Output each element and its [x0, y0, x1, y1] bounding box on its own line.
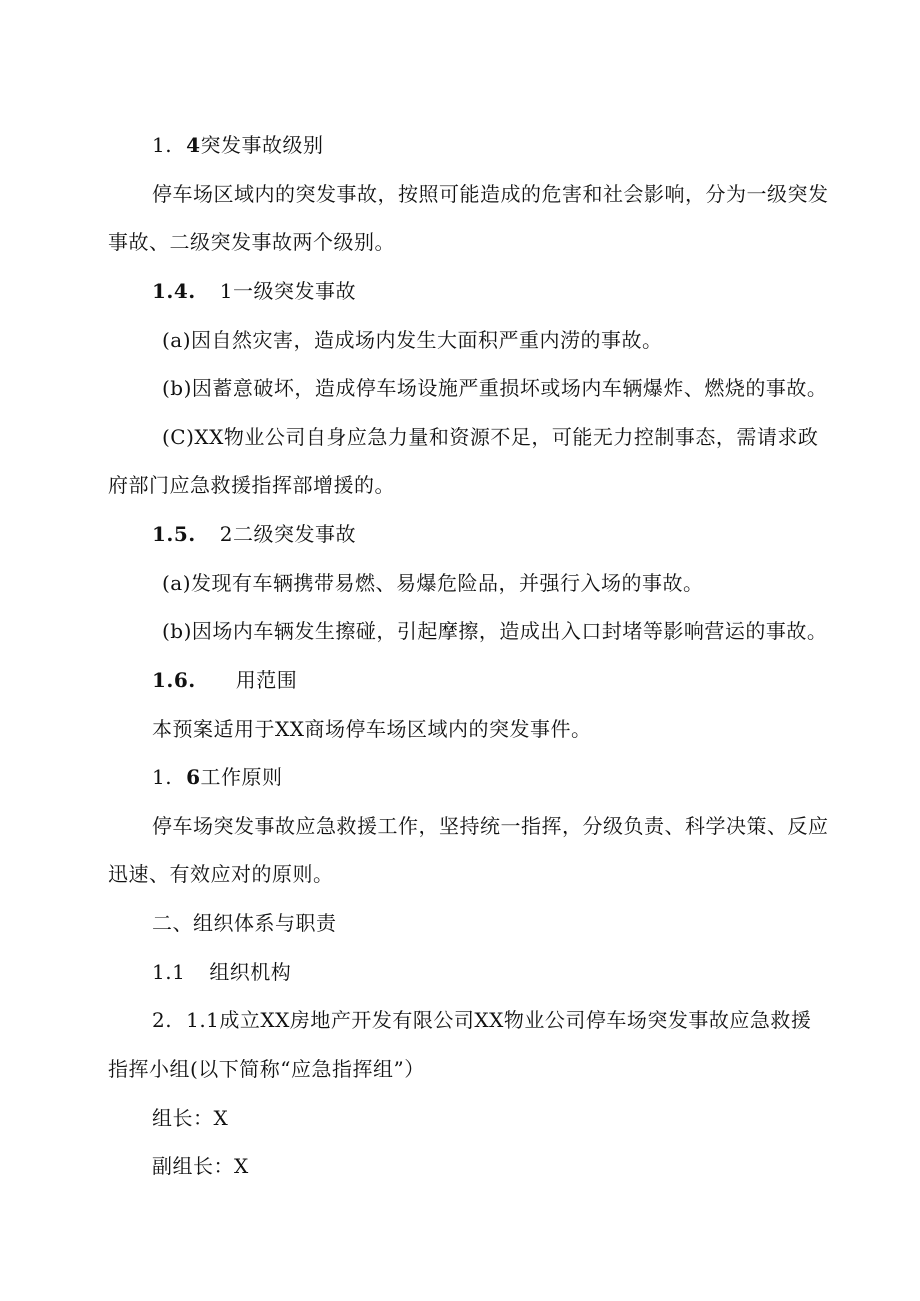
section-title: 用范围	[235, 668, 298, 692]
list-item: (b)因场内车辆发生擦碰，引起摩擦，造成出入口封堵等影响营运的事故。	[162, 619, 828, 643]
section-2-1-1-line	[152, 1007, 811, 1033]
chapter-2-heading: 二、组织体系与职责	[152, 911, 337, 935]
section-number: 2.	[152, 1008, 173, 1032]
section-title: 2二级突发事故	[219, 522, 356, 546]
paragraph-line: 停车场区域内的突发事故，按照可能造成的危害和社会影响，分为一级突发	[152, 182, 829, 206]
paragraph-line: 本预案适用于XX商场停车场区域内的突发事件。	[152, 717, 592, 741]
list-item: (a)发现有车辆携带易燃、易爆危险品，并强行入场的事故。	[162, 571, 704, 595]
paragraph-line: 停车场突发事故应急救援工作，坚持统一指挥，分级负责、科学决策、反应	[152, 814, 829, 838]
section-number: 1.6.	[152, 668, 196, 692]
paragraph-line: 迅速、有效应对的原则。	[108, 862, 334, 886]
section-title: 工作原则	[200, 765, 283, 789]
paragraph-text: 1.1成立XX房地产开发有限公司XX物业公司停车场突发事故应急救援	[186, 1008, 812, 1032]
list-item: (a)因自然灾害，造成场内发生大面积严重内涝的事故。	[162, 328, 663, 352]
paragraph-line: 事故、二级突发事故两个级别。	[108, 230, 395, 254]
section-title: 组织机构	[209, 960, 292, 984]
section-number: 1.	[152, 133, 173, 157]
section-title: 1一级突发事故	[219, 279, 356, 303]
section-1-4-1-heading	[152, 278, 356, 304]
section-number: 1.	[152, 765, 173, 789]
list-item: (b)因蓄意破坏，造成停车场设施严重损坏或场内车辆爆炸、燃烧的事故。	[162, 376, 828, 400]
section-number-bold: 6	[186, 765, 201, 789]
leader-line: 组长：X	[152, 1106, 229, 1130]
section-number: 1.5.	[152, 522, 196, 546]
section-1-4-heading	[152, 132, 324, 158]
section-number: 1.1	[152, 960, 186, 984]
vice-leader-line: 副组长：X	[152, 1154, 249, 1178]
paragraph-line: 指挥小组(以下简称“应急指挥组”）	[108, 1057, 425, 1081]
section-number: 1.4.	[152, 279, 196, 303]
section-1-6-heading	[152, 667, 297, 693]
list-item: (C)XX物业公司自身应急力量和资源不足，可能无力控制事态，需请求政	[162, 425, 819, 449]
section-1-5-heading	[152, 521, 356, 547]
section-title: 突发事故级别	[200, 133, 324, 157]
list-item-continued: 府部门应急救援指挥部增援的。	[108, 473, 395, 497]
section-number-bold: 4	[186, 133, 201, 157]
section-1-1-heading	[152, 959, 291, 985]
section-1-6-principles-heading	[152, 764, 283, 790]
